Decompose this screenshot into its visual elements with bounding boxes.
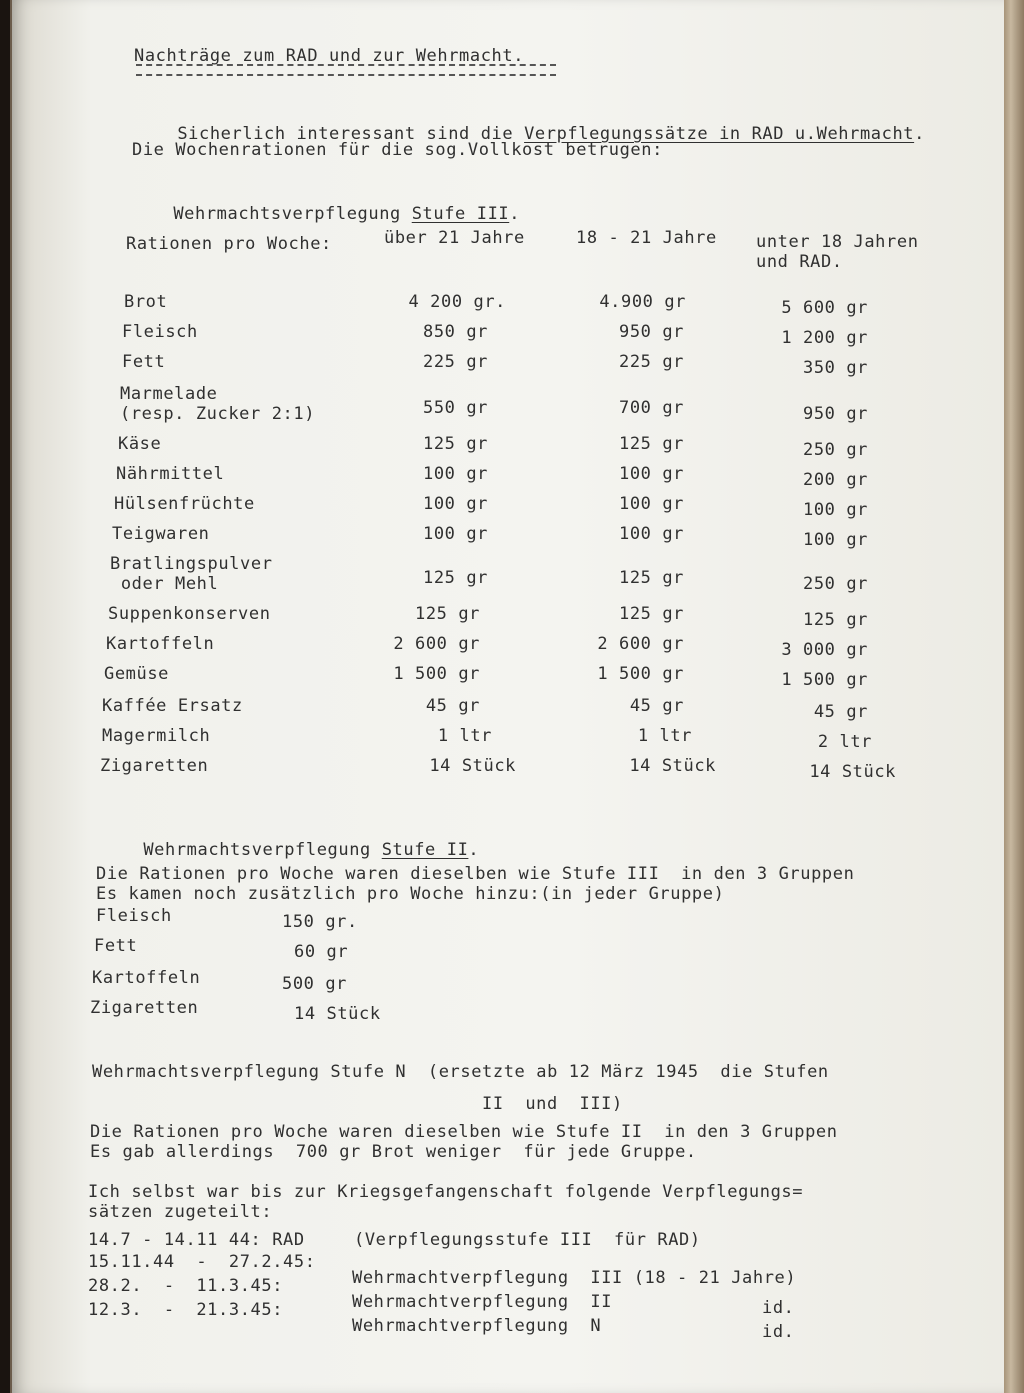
extra-item-value: 60 gr (294, 942, 349, 962)
stufe2-heading-a: Wehrmachtsverpflegung (143, 840, 382, 860)
assignment-detail: Wehrmachtverpflegung II (352, 1292, 613, 1312)
assignment-detail: (Verpflegungsstufe III für RAD) (354, 1230, 701, 1250)
ration-value-18-21: 100 gr (618, 524, 684, 544)
stufe2-heading-c: . (468, 840, 480, 860)
ration-item-label: Brot (124, 292, 168, 312)
extra-item-label: Kartoffeln (92, 968, 201, 988)
assignment-note: id. (762, 1322, 795, 1342)
stufeN-heading-2: II und III) (482, 1094, 623, 1114)
ration-value-over-21: 100 gr (422, 494, 488, 514)
ration-item-label: Bratlingspulver (110, 554, 273, 574)
ration-value-18-21: 45 gr (629, 696, 684, 716)
ration-value-under-18: 350 gr (802, 358, 868, 378)
stufe2-heading-b: Stufe II (381, 840, 469, 860)
column-header-over-21: über 21 Jahre (384, 228, 525, 248)
ration-value-18-21: 100 gr (618, 464, 684, 484)
stufeN-text-2: Es gab allerdings 700 gr Brot weniger für jede Gruppe. (90, 1142, 697, 1162)
ration-item-label: Hülsenfrüchte (114, 494, 255, 514)
stufe2-text-2: Es kamen noch zusätzlich pro Woche hinzu:(in jeder Gruppe) (96, 884, 725, 904)
intro-line-1a: Sicherlich interessant sind die (177, 124, 525, 144)
title-underline (136, 64, 556, 76)
stufe3-heading-b: Stufe III (411, 204, 510, 224)
ration-value-under-18: 950 gr (802, 404, 868, 424)
ration-value-over-21: 1 500 gr (393, 664, 480, 684)
ration-value-over-21: 125 gr (422, 434, 488, 454)
ration-value-under-18: 3 000 gr (781, 640, 868, 660)
ration-value-18-21: 225 gr (618, 352, 684, 372)
assignment-note: id. (762, 1298, 795, 1318)
ration-item-label: Kaffée Ersatz (102, 696, 243, 716)
ration-value-over-21: 125 gr (422, 568, 488, 588)
intro-line-1c: . (914, 124, 925, 144)
assignment-dates: 15.11.44 - 27.2.45: (88, 1252, 316, 1272)
ration-value-18-21: 4.900 gr (599, 292, 686, 312)
ration-value-18-21: 2 600 gr (597, 634, 684, 654)
ration-value-under-18: 250 gr (802, 440, 868, 460)
extra-item-label: Zigaretten (90, 998, 199, 1018)
ration-item-label: Kartoffeln (106, 634, 215, 654)
ration-value-under-18: 2 ltr (817, 732, 872, 752)
ration-value-under-18: 125 gr (802, 610, 868, 630)
binder-edge-left (0, 0, 10, 1393)
personal-intro-1: Ich selbst war bis zur Kriegsgefangenschaft folgende Verpflegungs= (88, 1182, 804, 1202)
ration-item-label: Fett (122, 352, 166, 372)
ration-item-label: Fleisch (122, 322, 198, 342)
ration-value-18-21: 125 gr (618, 604, 684, 624)
ration-value-over-21: 100 gr (422, 524, 488, 544)
ration-item-label: Suppenkonserven (108, 604, 271, 624)
binder-edge-right (1002, 0, 1024, 1393)
ration-item-label: Teigwaren (112, 524, 210, 544)
assignment-dates: 28.2. - 11.3.45: (88, 1276, 284, 1296)
ration-value-18-21: 125 gr (618, 568, 684, 588)
column-label: Rationen pro Woche: (126, 234, 332, 254)
ration-item-label: Marmelade (120, 384, 218, 404)
ration-value-18-21: 1 500 gr (597, 664, 684, 684)
column-header-under-18: unter 18 Jahren (756, 232, 919, 252)
ration-value-18-21: 950 gr (618, 322, 684, 342)
ration-item-label: Käse (118, 434, 162, 454)
stufe3-heading-a: Wehrmachtsverpflegung (173, 204, 412, 224)
assignment-dates: 14.7 - 14.11 44: RAD (88, 1230, 305, 1250)
personal-intro-2: sätzen zugeteilt: (88, 1202, 273, 1222)
ration-item-label: Magermilch (102, 726, 211, 746)
extra-item-value: 500 gr (282, 974, 348, 994)
ration-value-18-21: 100 gr (618, 494, 684, 514)
ration-value-under-18: 5 600 gr (781, 298, 868, 318)
ration-value-over-21: 2 600 gr (393, 634, 480, 654)
ration-value-over-21: 45 gr (425, 696, 480, 716)
stufe3-heading-c: . (509, 204, 521, 224)
ration-value-18-21: 14 Stück (629, 756, 716, 776)
assignment-detail: Wehrmachtverpflegung III (18 - 21 Jahre) (352, 1268, 797, 1288)
extra-item-label: Fleisch (96, 906, 172, 926)
extra-item-value: 150 gr. (282, 912, 358, 932)
ration-value-under-18: 100 gr (802, 500, 868, 520)
ration-value-over-21: 4 200 gr. (408, 292, 506, 312)
ration-value-under-18: 1 200 gr (781, 328, 868, 348)
ration-value-under-18: 200 gr (802, 470, 868, 490)
stufe2-text-1: Die Rationen pro Woche waren dieselben wie Stufe III in den 3 Gruppen (96, 864, 855, 884)
ration-item-label: Nährmittel (116, 464, 225, 484)
ration-value-over-21: 14 Stück (429, 756, 516, 776)
ration-value-under-18: 14 Stück (809, 762, 896, 782)
stufeN-text-1: Die Rationen pro Woche waren dieselben wie Stufe II in den 3 Gruppen (90, 1122, 838, 1142)
ration-value-under-18: 250 gr (802, 574, 868, 594)
intro-line-2: Die Wochenrationen für die sog.Vollkost betrugen: (132, 140, 663, 160)
ration-item-label: Gemüse (104, 664, 170, 684)
ration-value-over-21: 100 gr (422, 464, 488, 484)
intro-line-1b: Verpflegungssätze in RAD u.Wehrmacht (524, 124, 915, 144)
ration-value-over-21: 550 gr (422, 398, 488, 418)
column-header-18-21: 18 - 21 Jahre (576, 228, 717, 248)
ration-item-label: Zigaretten (100, 756, 209, 776)
ration-value-over-21: 850 gr (422, 322, 488, 342)
stufeN-heading: Wehrmachtsverpflegung Stufe N (ersetzte ab 12 März 1945 die Stufen (92, 1062, 829, 1082)
ration-value-over-21: 225 gr (422, 352, 488, 372)
ration-value-over-21: 1 ltr (437, 726, 492, 746)
page-title: Nachträge zum RAD und zur Wehrmacht. (134, 46, 525, 66)
ration-item-label-2: oder Mehl (110, 574, 219, 594)
ration-item-label-2: (resp. Zucker 2:1) (120, 404, 316, 424)
ration-value-under-18: 1 500 gr (781, 670, 868, 690)
ration-value-under-18: 45 gr (813, 702, 868, 722)
extra-item-label: Fett (94, 936, 138, 956)
typewritten-page (12, 0, 1004, 1393)
assignment-detail: Wehrmachtverpflegung N (352, 1316, 602, 1336)
ration-value-over-21: 125 gr (414, 604, 480, 624)
extra-item-value: 14 Stück (294, 1004, 381, 1024)
ration-value-18-21: 125 gr (618, 434, 684, 454)
column-header-rad: und RAD. (756, 252, 843, 272)
ration-value-18-21: 1 ltr (637, 726, 692, 746)
assignment-dates: 12.3. - 21.3.45: (88, 1300, 284, 1320)
ration-value-under-18: 100 gr (802, 530, 868, 550)
ration-value-18-21: 700 gr (618, 398, 684, 418)
